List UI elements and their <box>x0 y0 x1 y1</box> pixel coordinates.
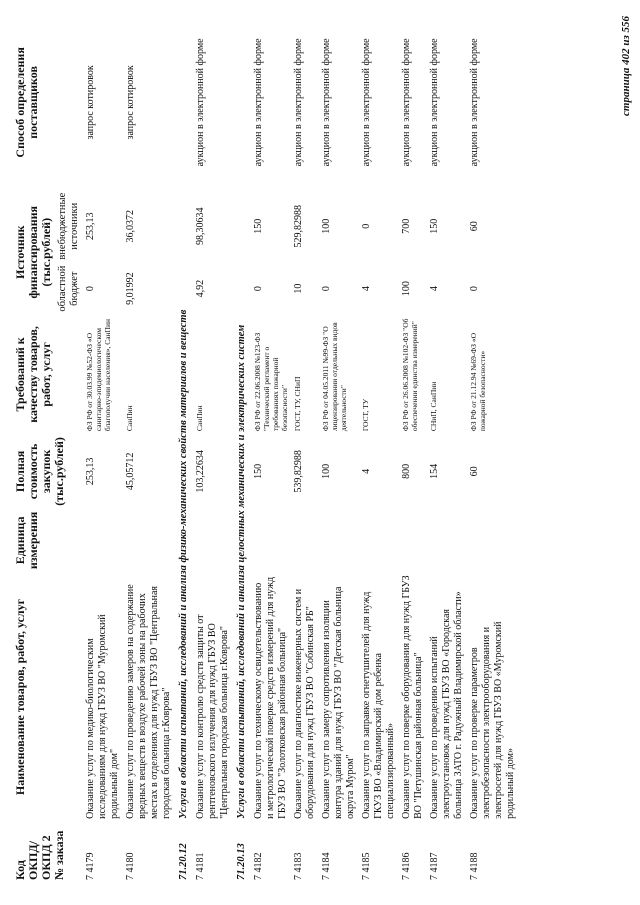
cell-cost: 150 <box>253 463 264 479</box>
cell-regional-budget: 4 <box>361 286 372 292</box>
header-cost: Полная стоимость закупок (тыс.рублей) <box>13 437 66 506</box>
cell-cost: 100 <box>321 463 332 479</box>
cell-name: Оказание услуг по заправке огнетушителей для нужд ГКУЗ ВО «Владимирский дом ребенка специализированный» <box>361 591 396 819</box>
section-title: Услуги в области испытаний, исследований и анализа целостных механических и электрических систем <box>236 324 247 819</box>
cell-offbudget: 36,0372 <box>125 209 136 243</box>
table-row <box>399 15 427 883</box>
cell-unit <box>399 509 427 572</box>
cell-name: Оказание услуг по диагностике инженерных систем и оборудования для нужд ГБУЗ ВО "Собинская РБ" <box>293 588 316 819</box>
cell-offbudget: 700 <box>401 218 412 234</box>
cell-code: 7 4180 <box>125 852 136 880</box>
table-row <box>359 15 399 883</box>
cell-requirements: ФЗ РФ от 21.12.94 №69-ФЗ «О пожарной безопасности» <box>469 332 487 432</box>
cell-offbudget: 0 <box>361 223 372 229</box>
table-row <box>319 15 359 883</box>
cell-cost: 800 <box>401 463 412 479</box>
cell-method: аукцион в электронной форме <box>401 38 412 167</box>
cell-code: 7 4185 <box>361 852 372 880</box>
cell-code: 7 4188 <box>469 852 480 880</box>
cell-cost: 103,22634 <box>195 450 206 493</box>
cell-cost: 539,82988 <box>293 450 304 493</box>
cell-offbudget: 100 <box>321 218 332 234</box>
cell-name: Оказание услуг по проверке параметров электробезопасности электрооборудования и электросетей для нужд ГБУЗ ВО «Муромский родильный дом» <box>469 621 516 819</box>
cell-method: аукцион в электронной форме <box>321 38 332 167</box>
cell-name: Оказание услуг по проведению замеров на содержание вредных веществ в воздухе рабочей зоны на рабочих местах в отделениях для нужд ГБУЗ ВО "Центральная городская больница г.Коврова" <box>125 584 172 819</box>
header-code: Код ОКПД/ ОКПД 2 № заказа <box>13 830 66 880</box>
cell-cost: 60 <box>469 466 480 477</box>
table-row <box>193 15 233 883</box>
table-row <box>251 15 291 883</box>
cell-regional-budget: 0 <box>85 286 96 292</box>
cell-code: 7 4183 <box>293 852 304 880</box>
section-row <box>233 15 251 883</box>
header-method: Способ определения поставщиков <box>13 47 40 158</box>
cell-unit <box>193 509 233 572</box>
cell-requirements: ГОСТ, ТУ, СНиП <box>293 376 302 432</box>
header-funding-offbudget: внебюджетные источники <box>57 192 80 260</box>
cell-method: запрос котировок <box>85 65 96 140</box>
header-funding: Источник финансирования (тыс.рублей) <box>13 205 53 299</box>
cell-requirements: ФЗ РФ от 30.03.99 №52-ФЗ «О санитарно-эпидемиологическом благополучии населения», СанПин <box>85 319 112 432</box>
header-unit: Единица измерения <box>13 511 40 570</box>
cell-unit <box>291 509 319 572</box>
cell-regional-budget: 4 <box>429 286 440 292</box>
cell-code: 7 4187 <box>429 852 440 880</box>
cell-name: Оказание услуг по контролю средств защиты от рентгеновского излучения для нужд ГБУЗ ВО "Центральная городская больница г.Коврова" <box>195 614 230 819</box>
cell-regional-budget: 0 <box>321 286 332 292</box>
cell-unit <box>251 509 291 572</box>
cell-method: аукцион в электронной форме <box>429 38 440 167</box>
cell-cost: 154 <box>429 463 440 479</box>
procurement-table <box>12 15 519 883</box>
table-row <box>83 15 123 883</box>
cell-code: 7 4184 <box>321 852 332 880</box>
cell-regional-budget: 10 <box>293 283 304 294</box>
cell-method: аукцион в электронной форме <box>293 38 304 167</box>
cell-unit <box>319 509 359 572</box>
cell-requirements: СанПин <box>125 405 134 432</box>
cell-cost: 45,05712 <box>125 452 136 491</box>
page-number: страница 402 из 556 <box>620 16 632 116</box>
cell-method: аукцион в электронной форме <box>361 38 372 167</box>
section-title: Услуги в области испытаний, исследований и анализа физико-механических свойств материалов и веществ <box>178 309 189 819</box>
cell-method: аукцион в электронной форме <box>469 38 480 167</box>
header-name: Наименование товаров, работ, услуг <box>13 598 27 796</box>
cell-offbudget: 529,82988 <box>293 204 304 248</box>
cell-name: Оказание услуг по техническому освидетельствованию и метрологической поверке средств измерений для нужд ГБУЗ ВО "Золотковская районная больница" <box>253 576 288 819</box>
table-row <box>467 15 519 883</box>
cell-code: 7 4182 <box>253 852 264 880</box>
cell-method: запрос котировок <box>125 65 136 140</box>
cell-regional-budget: 9,01992 <box>125 272 136 305</box>
cell-code: 7 4181 <box>195 852 206 880</box>
cell-code: 7 4179 <box>85 852 96 880</box>
header-requirements: Требований к качеству товаров, работ, услуг <box>13 326 53 423</box>
cell-offbudget: 150 <box>429 218 440 234</box>
cell-offbudget: 98,30634 <box>195 207 206 245</box>
cell-name: Оказание услуг по замеру сопротивления изоляции контура зданий для нужд ГБУЗ ВО "Детская больница округа Муром" <box>321 586 356 819</box>
cell-regional-budget: 100 <box>401 281 412 297</box>
cell-regional-budget: 0 <box>253 286 264 292</box>
cell-requirements: ФЗ РФ от 04.05.2011 №99-ФЗ "О лицензировании отдельных видов деятельности" <box>321 322 348 432</box>
table-body <box>83 15 519 883</box>
section-row <box>175 15 193 883</box>
section-code: 71.20.13 <box>236 843 247 880</box>
cell-name: Оказание услуг по медико-биологическим исследованиям для нужд ГБУЗ ВО "Муромский родильный дом" <box>85 614 120 819</box>
table-row <box>123 15 175 883</box>
cell-requirements: СанПин <box>195 405 204 432</box>
table-row <box>291 15 319 883</box>
cell-unit <box>427 509 467 572</box>
cell-cost: 253,13 <box>85 457 96 486</box>
cell-code: 7 4186 <box>401 852 412 880</box>
cell-unit <box>467 509 519 572</box>
cell-name: Оказание услуг по поверке оборудования для нужд ГБУЗ ВО "Петушинская районная больница" <box>401 575 424 819</box>
cell-unit <box>123 509 175 572</box>
table-row <box>427 15 467 883</box>
cell-unit <box>83 509 123 572</box>
cell-offbudget: 60 <box>469 221 480 232</box>
section-code: 71.20.12 <box>178 843 189 880</box>
cell-method: аукцион в электронной форме <box>195 38 206 167</box>
cell-requirements: ГОСТ, ТУ <box>361 398 370 432</box>
cell-requirements: СНиП, СанПин <box>429 381 438 432</box>
cell-requirements: ФЗ РФ от 22.06.2008 №123-ФЗ "Технический регламент о требованиях пожарной безопасности" <box>253 332 289 432</box>
cell-requirements: ФЗ РФ от 26.06.2008 №102-ФЗ "Об обеспечении единства измерений" <box>401 318 419 432</box>
cell-regional-budget: 4,92 <box>195 279 206 298</box>
cell-unit <box>359 509 399 572</box>
cell-offbudget: 150 <box>253 218 264 234</box>
cell-method: аукцион в электронной форме <box>253 38 264 167</box>
cell-regional-budget: 0 <box>469 286 480 292</box>
header-funding-regional: областной бюджет <box>57 265 80 312</box>
header-row <box>12 15 55 883</box>
cell-name: Оказание услуг по проведению испытаний электроустановок для нужд ГБУЗ ВО «Городская больница ЗАТО г. Радужный Владимирской области» <box>429 591 464 819</box>
cell-offbudget: 253,13 <box>85 212 96 240</box>
cell-cost: 4 <box>361 468 372 474</box>
